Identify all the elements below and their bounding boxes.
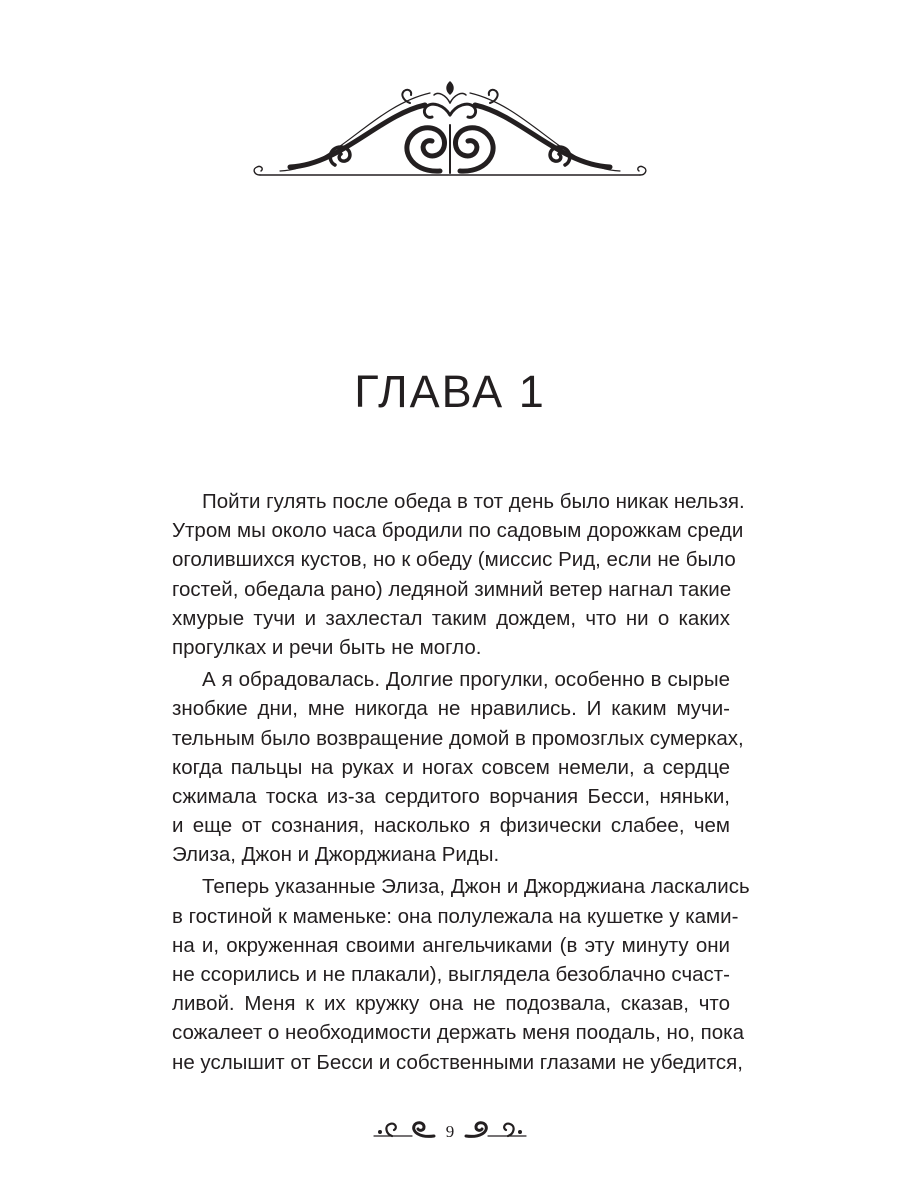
text-line: Пойти гулять после обеда в тот день было никак нельзя. [202,490,745,513]
text-line: и еще от сознания, насколько я физически слабее, чем [172,814,730,838]
text-line: оголившихся кустов, но к обеду (миссис Рид, если не было [172,548,736,572]
paragraph [172,487,745,662]
text-line: Утром мы около часа бродили по садовым дорожкам среди [172,519,744,543]
text-line: гостей, обедала рано) ледяной зимний ветер нагнал такие [172,577,732,601]
paragraph [172,872,750,1076]
text-line: Элиза, Джон и Джорджиана Риды. [172,843,500,867]
text-line: А я обрадовалась. Долгие прогулки, особенно в сырые [202,668,730,692]
text-line: ливой. Меня к их кружку она не подозвала, сказав, что [172,992,730,1016]
text-line: не ссорились и не плакали), выглядела безоблачно счаст- [172,963,730,986]
text-line: Теперь указанные Элиза, Джон и Джорджиана ласкались [202,875,750,899]
header-ornament-icon [250,75,650,185]
chapter-title: ГЛАВА 1 [354,366,546,417]
paragraph [172,665,744,869]
text-line: знобкие дни, мне никогда не нравились. И каким мучи- [172,697,730,721]
text-line: на и, окруженная своими ангельчиками (в эту минуту они [172,933,730,957]
text-line: хмурые тучи и захлестал таким дождем, что ни о каких [172,606,730,630]
text-line: не услышит от Бесси и собственными глазами не убедится, [172,1050,743,1074]
text-line: сжимала тоска из-за сердитого ворчания Бесси, няньки, [172,784,730,808]
page-footer [360,1112,540,1152]
text-line: когда пальцы на руках и ногах совсем немели, а сердце [172,755,730,779]
footer-right-ornament-icon [458,1118,528,1144]
text-line: сожалеет о необходимости держать меня поодаль, но, пока [172,1021,744,1045]
body-text [172,487,750,1077]
text-line: тельным было возвращение домой в промозглых сумерках, [172,726,744,750]
page-number: 9 [445,1122,455,1141]
text-line: прогулках и речи быть не могло. [172,635,482,659]
text-line: в гостиной к маменьке: она полулежала на кушетке у ками- [172,904,739,928]
